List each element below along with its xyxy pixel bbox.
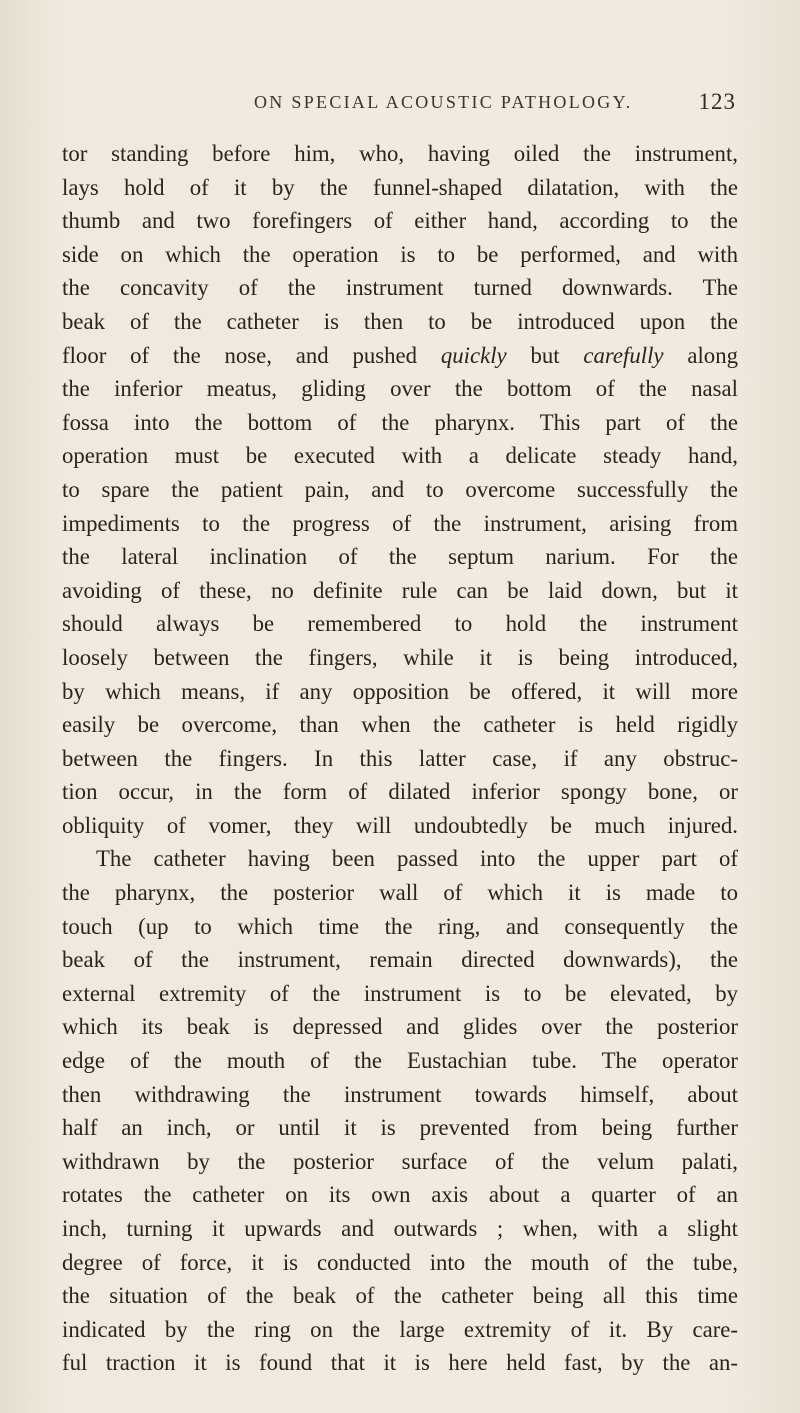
text-line: operation must be executed with a delicate steady hand, — [62, 443, 738, 469]
text-line: fossa into the bottom of the pharynx. This part of the — [62, 409, 738, 435]
text-line: withdrawn by the posterior surface of the velum palati, — [62, 1148, 738, 1174]
page-header — [254, 89, 736, 122]
text-line: the situation of the beak of the catheter being all this time — [62, 1283, 738, 1309]
text-line: thumb and two forefingers of either hand, according to the — [62, 208, 738, 234]
text-line: ful traction it is found that it is here held fast, by the an- — [62, 1350, 738, 1376]
text-line: the concavity of the instrument turned downwards. The — [62, 275, 738, 301]
text-line: rotates the catheter on its own axis about a quarter of an — [62, 1182, 738, 1208]
text-line: then withdrawing the instrument towards himself, about — [62, 1081, 738, 1107]
text-line: by which means, if any opposition be offered, it will more — [62, 678, 738, 704]
text-line: which its beak is depressed and glides over the posterior — [62, 1014, 738, 1040]
text-line: side on which the operation is to be performed, and with — [62, 241, 738, 267]
page-number: 123 — [698, 89, 736, 114]
text-line: avoiding of these, no definite rule can be laid down, but it — [62, 577, 738, 603]
text-line: The catheter having been passed into the upper part of — [96, 846, 738, 872]
text-line: between the fingers. In this latter case, if any obstruc- — [62, 745, 738, 771]
text-line: lays hold of it by the funnel-shaped dilatation, with the — [62, 174, 738, 200]
text-line: the pharynx, the posterior wall of which it is made to — [62, 880, 738, 906]
text-line: edge of the mouth of the Eustachian tube. The operator — [62, 1048, 738, 1074]
italic-carefully: carefully — [583, 342, 664, 368]
running-head: ON SPECIAL ACOUSTIC PATHOLOGY. — [254, 92, 633, 112]
text-line: impediments to the progress of the instrument, arising from — [62, 510, 738, 536]
text-line: the lateral inclination of the septum narium. For the — [62, 544, 738, 570]
text-line: beak of the instrument, remain directed downwards), the — [62, 947, 738, 973]
text-line: beak of the catheter is then to be introduced upon the — [62, 308, 738, 334]
text-line: indicated by the ring on the large extremity of it. By care- — [62, 1316, 738, 1342]
italic-quickly: quickly — [440, 342, 507, 368]
text-line: tion occur, in the form of dilated inferior spongy bone, or — [62, 779, 738, 805]
text-line: floor of the nose, and pushed quickly but carefully along — [62, 342, 738, 368]
text-line: the inferior meatus, gliding over the bottom of the nasal — [62, 376, 738, 402]
text-line: half an inch, or until it is prevented from being further — [62, 1115, 738, 1141]
text-line: degree of force, it is conducted into the mouth of the tube, — [62, 1249, 738, 1275]
text-line: touch (up to which time the ring, and consequently the — [62, 913, 738, 939]
text-line: easily be overcome, than when the catheter is held rigidly — [62, 712, 738, 738]
text-line: inch, turning it upwards and outwards ; when, with a slight — [62, 1216, 738, 1241]
text-line: tor standing before him, who, having oiled the instrument, — [62, 141, 738, 166]
text-line: to spare the patient pain, and to overcome successfully the — [62, 476, 738, 502]
text-line: external extremity of the instrument is to be elevated, by — [62, 980, 738, 1006]
body-text — [62, 137, 738, 1380]
text-line: obliquity of vomer, they will undoubtedly be much injured. — [62, 812, 738, 838]
text-line: loosely between the fingers, while it is being introduced, — [62, 644, 738, 670]
text-line: should always be remembered to hold the instrument — [62, 611, 738, 637]
